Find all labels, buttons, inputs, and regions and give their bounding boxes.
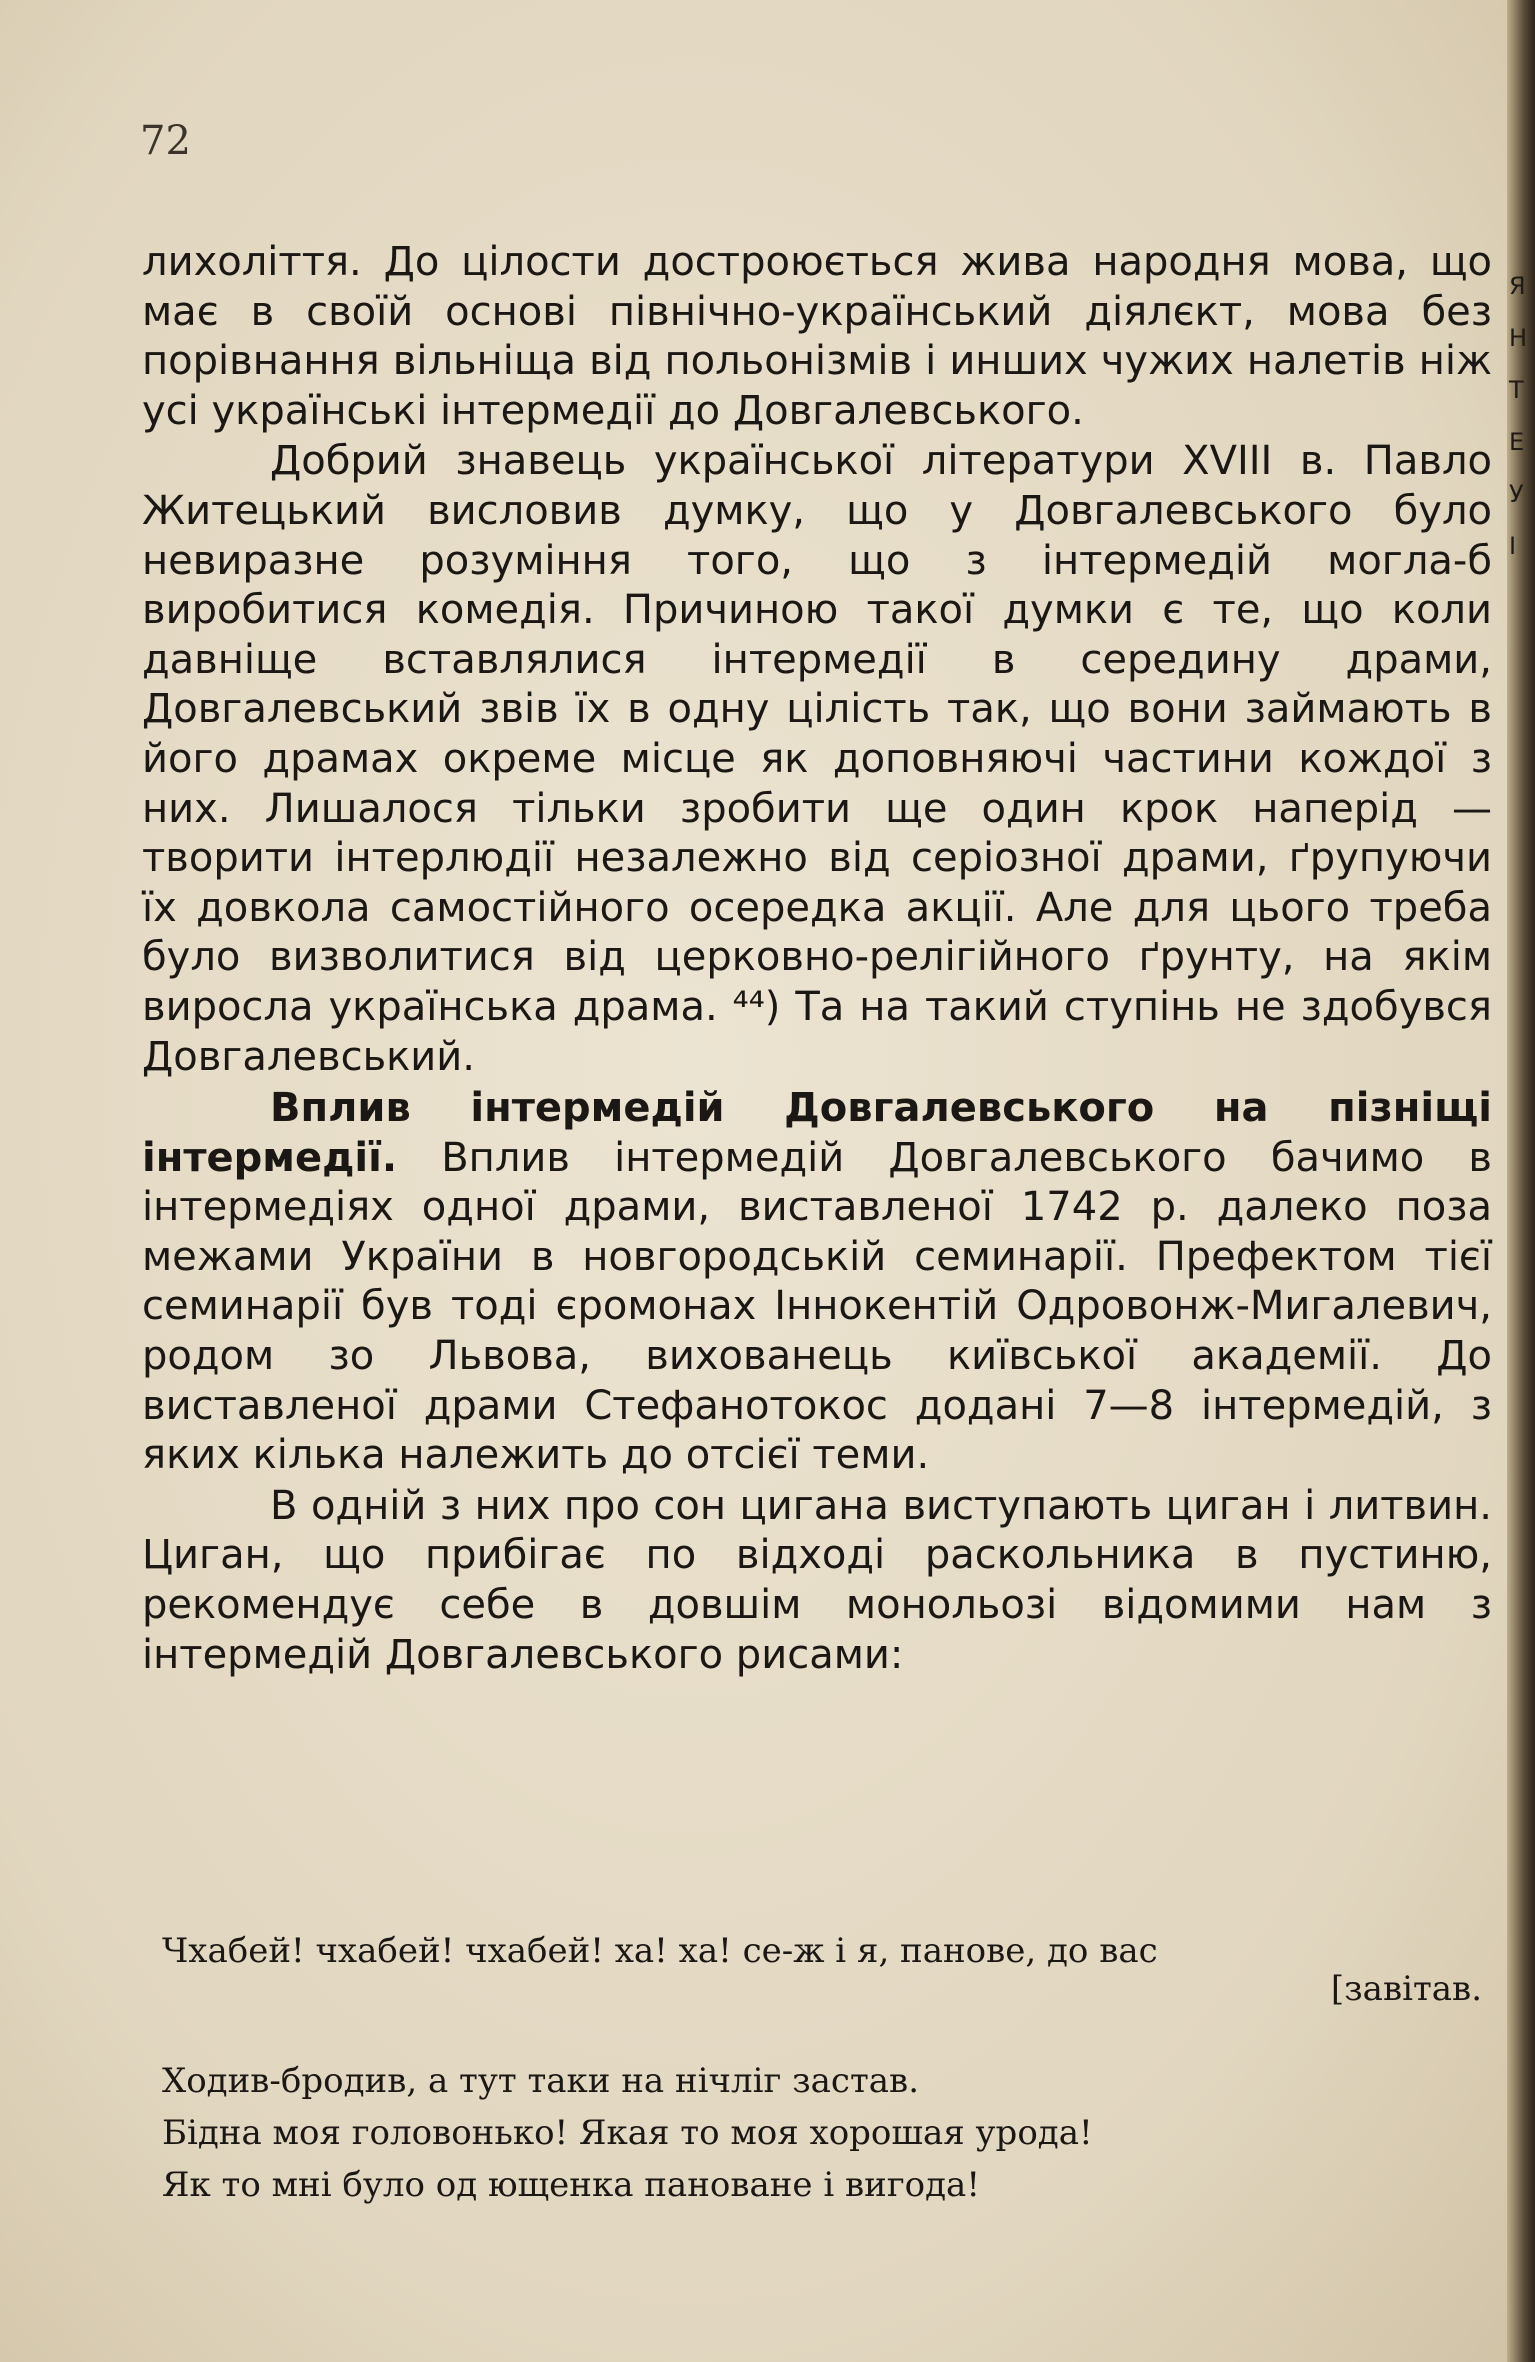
edge-glyph: У [1509,480,1524,508]
edge-glyph: Я [1509,272,1526,300]
body-text [142,238,1492,1681]
paragraph-zhytetsky: Добрий знавець української літератури XVIII в. Павло Житецький висловив думку, що у Довгалевського було невиразне розуміння того, що з інтермедій могла-б виробитися комедія. Причиною такої думки є те, що коли давніще вставлялися інтермедії в середину драми, Довгалевський звів їх в одну цілість так, що вони займають в його драмах окреме місце як доповняючі частини кождої з них. Лишалося тільки зробити ще один крок наперід — творити інтерлюдії незалежно від серіозної драми, ґрупуючи їх довкола самостійного осередка акції. Але для цього треба було визволитися від церковно-релігійного ґрунту, на якім виросла українська драма. ⁴⁴) Та на такий ступінь не здобувся Довгалевський. [142,438,1492,1080]
adjacent-page-edge [1509,260,1529,572]
paragraph-influence [142,1084,1492,1481]
paragraph-continuation: лихоліття. До цілости достроюється жива народня мова, що має в своїй основі північно-український діялєкт, мова без порівнання вільніща від польонізмів і инших чужих налетів ніж усі українські інтермедії до Довгалевського. [142,239,1492,434]
edge-glyph: Т [1509,376,1524,404]
page-number: 72 [140,118,191,164]
edge-glyph: І [1509,532,1517,560]
verse-line-continuation: [завітав. [1330,1969,1482,2009]
verse-line: Ходив-бродив, а тут таки на нічліг застав. [162,2061,919,2101]
verse-line: Чхабей! чхабей! чхабей! ха! ха! се-ж і я, панове, до вас [162,1931,1158,1971]
paragraph-influence-text: Вплив інтермедій Довгалевського бачимо в інтермедіях одної драми, виставленої 1742 р. далеко поза межами України в новгородській семинарії. Префектом тієї семинарії був тоді єромонах Іннокентій Одровонж-Мигалевич, родом зо Львова, вихованець київської академії. До виставленої драми Стефанотокос додані 7—8 інтермедій, з яких кілька належить до отсієї теми. [142,1134,1493,1479]
paragraph-gypsy-dream: В одній з них про сон цигана виступають циган і литвин. Циган, що прибігає по відході раскольника в пустиню, рекомендує себе в довшім монольозі відомими нам з інтермедій Довгалевського рисами: [142,1482,1492,1678]
section-run-in-heading: Вплив інтермедій Довгалевського на пізніщі інтермедії. [142,1085,1492,1181]
verse-quotation [162,1925,1502,2211]
verse-line: Бідна моя головонько! Якая то моя хорошая урода! [162,2113,1093,2153]
edge-glyph: Н [1509,324,1528,352]
edge-glyph: Е [1509,428,1525,456]
verse-line: Як то мні було од ющенка пановане і вигода! [162,2165,980,2205]
